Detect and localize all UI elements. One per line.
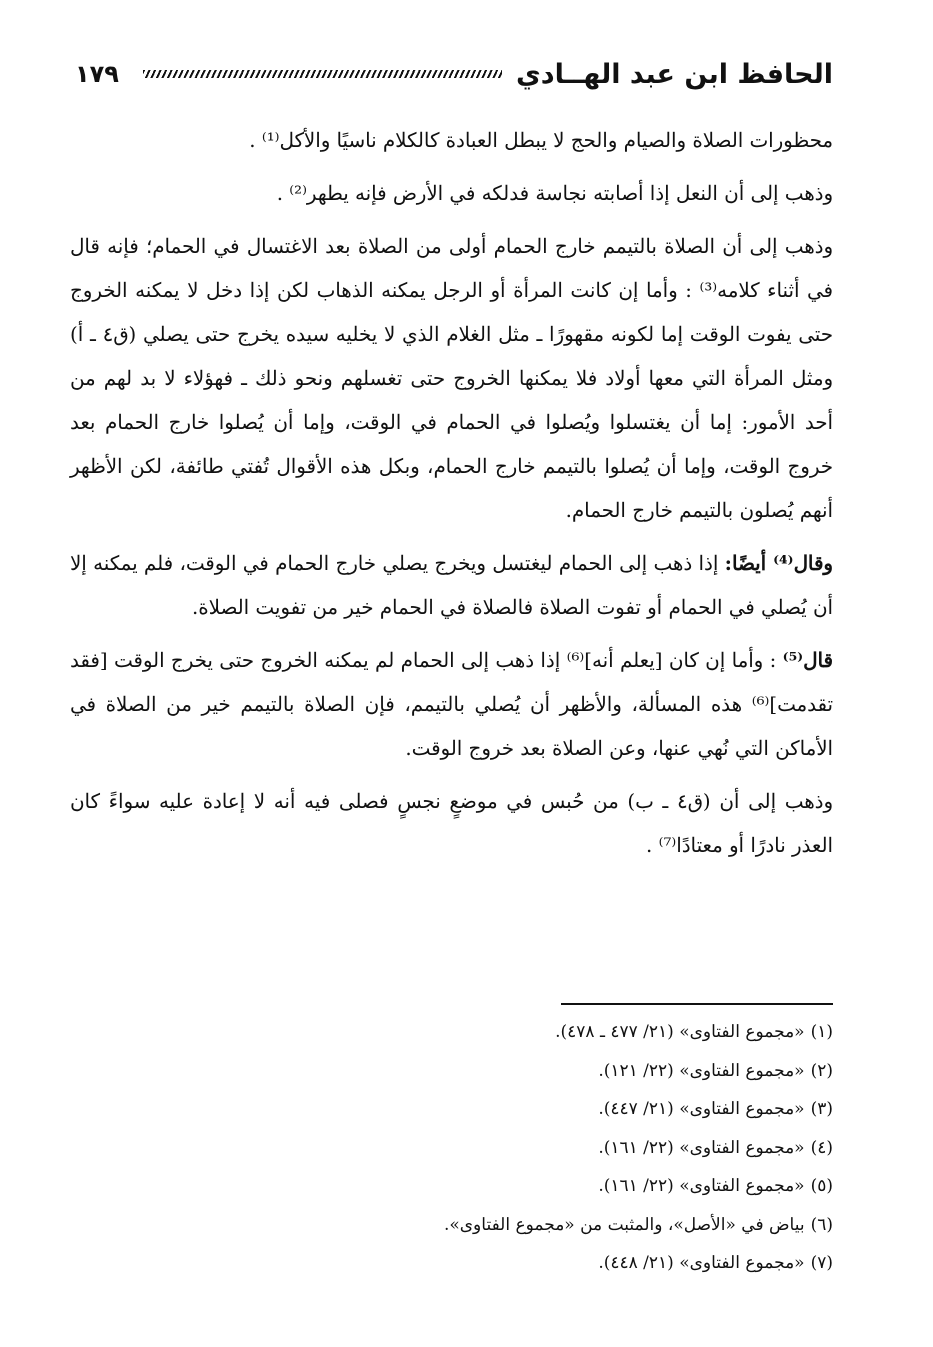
footnote: (٢) «مجموع الفتاوى» (٢٢/ ١٢١).: [598, 1060, 833, 1081]
paragraph: وذهب إلى أن الصلاة بالتيمم خارج الحمام أولى من الصلاة بعد الاغتسال في الحمام؛ فإنه قال في أثناء كلامه⁽³⁾ : وأما إن كانت المرأة أو الرجل يمكنه الذهاب لكن إذا دخل لا يمكنه الخروج حتى يفوت الوقت إما لكونه مقهورًا ـ مثل الغلام الذي لا يخليه سيده يخرج حتى يصلي (ق٤ ـ أ) ومثل المرأة التي معها أولاد فلا يمكنها الخروج حتى تغسلهم ونحو ذلك ـ فهؤلاء لا بد لهم من أحد الأمور: إما أن يغتسلوا ويُصلوا في الحمام في الوقت، وإما أن يُصلوا خارج الحمام بعد خروج الوقت، وإما أن يُصلوا بالتيمم خارج الحمام، وبكل هذه الأقوال تُفتي طائفة، لكن الأظهر أنهم يُصلون بالتيمم خارج الحمام.: [70, 235, 833, 522]
paragraph: محظورات الصلاة والصيام والحج لا يبطل العبادة كالكلام ناسيًا والأكل⁽¹⁾ .: [249, 129, 833, 152]
footnotes: [300, 1013, 833, 1283]
footnote: (٦) بياض في «الأصل»، والمثبت من «مجموع الفتاوى».: [443, 1214, 833, 1235]
footnote: (٤) «مجموع الفتاوى» (٢٢/ ١٦١).: [598, 1137, 833, 1158]
paragraph: وذهب إلى أن (ق٤ ـ ب) من حُبس في موضعٍ نجسٍ فصلى فيه أنه لا إعادة عليه سواءً كان العذر نادرًا أو معتادًا⁽⁷⁾ .: [70, 790, 833, 857]
page-header: [75, 50, 833, 98]
footnote: (٧) «مجموع الفتاوى» (٢١/ ٤٤٨).: [598, 1253, 833, 1273]
body-text: [70, 118, 833, 876]
footnote-separator: [561, 1003, 833, 1005]
header-rule: [143, 70, 502, 78]
footnote: (٥) «مجموع الفتاوى» (٢٢/ ١٦١).: [598, 1176, 833, 1196]
footnote: (٣) «مجموع الفتاوى» (٢١/ ٤٤٧).: [598, 1099, 833, 1119]
footnote: (١) «مجموع الفتاوى» (٢١/ ٤٧٧ ـ ٤٧٨).: [555, 1022, 833, 1042]
paragraph-lead: وقال⁽⁴⁾ أيضًا:: [724, 551, 833, 575]
paragraph: وذهب إلى أن النعل إذا أصابته نجاسة فدلكه في الأرض فإنه يطهر⁽²⁾ .: [276, 182, 833, 205]
paragraph-lead: قال⁽⁵⁾: [782, 648, 833, 672]
paragraph: قال⁽⁵⁾ : وأما إن كان [يعلم أنه]⁽⁶⁾ إذا ذهب إلى الحمام لم يمكنه الخروج حتى يخرج الوقت [فقد تقدمت]⁽⁶⁾ هذه المسألة، والأظهر أن يُصلي بالتيمم، فإن الصلاة بالتيمم خير من الصلاة في الأماكن التي نُهي عنها، وعن الصلاة بعد خروج الوقت.: [70, 648, 833, 760]
page-number: ١٧٩: [75, 60, 119, 88]
running-title: الحافظ ابن عبد الهــادي: [516, 58, 833, 90]
paragraph: وقال⁽⁴⁾ أيضًا: إذا ذهب إلى الحمام ليغتسل ويخرج يصلي خارج الحمام في الوقت، فلم يمكنه إلا أن يُصلي في الحمام أو تفوت الصلاة فالصلاة في الحمام خير من تفويت الصلاة.: [70, 551, 833, 619]
